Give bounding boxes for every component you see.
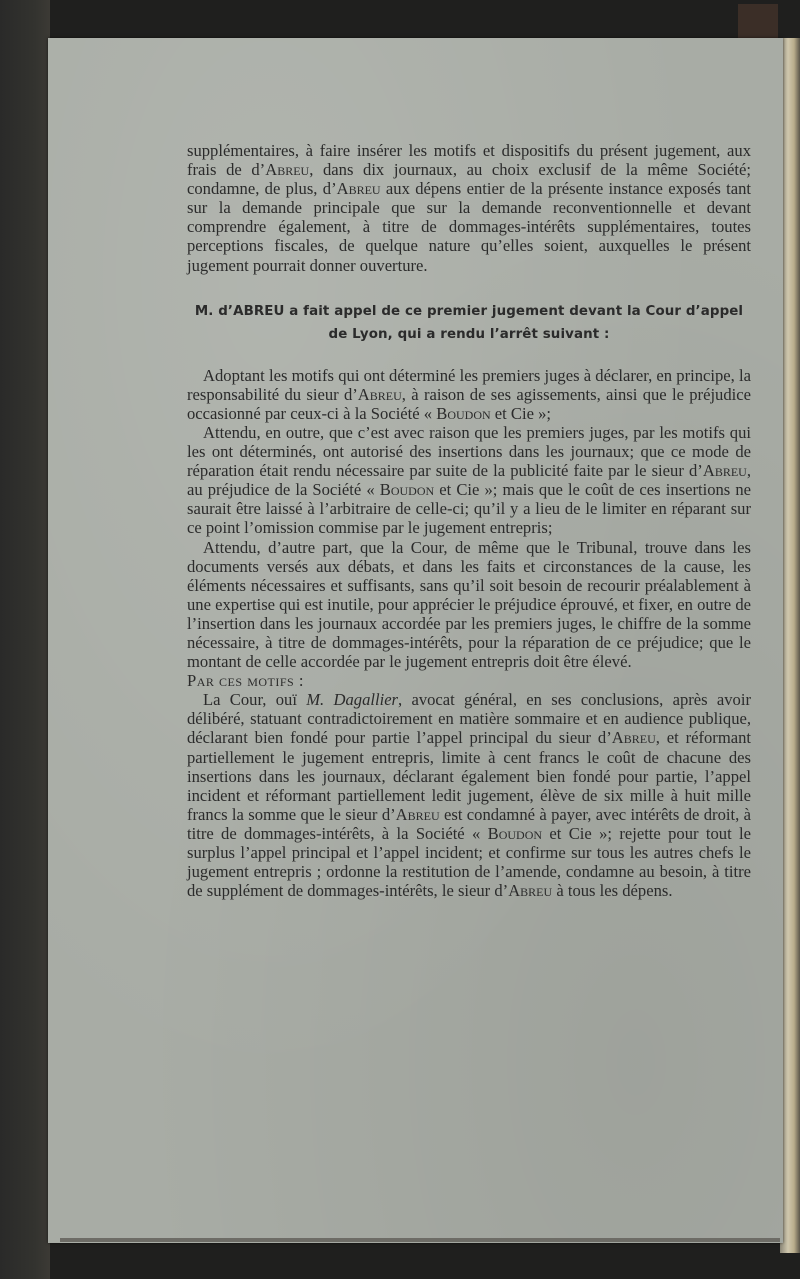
section-heading <box>187 300 751 346</box>
heading-line-2: de Lyon, qui a rendu l’arrêt suivant : <box>328 326 610 342</box>
name-abreu: Abreu <box>265 160 310 180</box>
avocat-name: M. Dagallier <box>306 690 399 710</box>
document-body <box>187 141 751 900</box>
name-boudon: Boudon <box>436 403 491 423</box>
book-spine <box>0 0 50 1279</box>
page-bottom-rule <box>60 1238 780 1242</box>
name-boudon: Boudon <box>487 823 543 843</box>
name-boudon: Boudon <box>379 480 435 500</box>
paragraph-5: La Cour, ouï M. Dagallier, avocat général, en ses conclusions, après avoir délibéré, statuant contradictoirement en matière sommaire et en audience publique, déclarant bien fondé pour partie l’appel principal du sieur d’Abreu, et réformant partiellement le jugement entrepris, limite à cent francs le coût de chacune des insertions dans les journaux, déclarant également bien fondé pour partie, l’appel incident et réformant partiellement ledit jugement, élève de six mille à huit mille francs la somme que le sieur d’Abreu est condamné à payer, avec intérêts de droit, à titre de dommages-intérêts, à la Société « Boudon et Cie »; rejette pour tout le surplus l’appel principal et l’appel incident; et confirme sur tous les autres chefs le jugement entrepris ; ordonne la restitution de l’amende, condamne au besoin, à titre de supplément de dommages-intérêts, le sieur d’Abreu à tous les dépens. <box>187 690 751 901</box>
paragraph-1: supplémentaires, à faire insérer les motifs et dispositifs du présent jugement, aux frais de d’Abreu, dans dix journaux, au choix exclusif de la même Société; condamne, de plus, d’Abreu aux dépens entier de la présente instance exposés tant sur la demande principale que sur la demande reconventionnelle et devant comprendre également, à titre de dommages-intérêts supplémentaires, toutes perceptions fiscales, de quelque nature qu’elles soient, auxquelles le présent jugement pourrait donner ouverture. <box>187 141 751 275</box>
paragraph-4: Attendu, d’autre part, que la Cour, de même que le Tribunal, trouve dans les documents versés aux débats, et dans les faits et circonstances de la cause, les éléments nécessaires et suffisants, sans qu’il soit besoin de recourir préalablement à une expertise qui est inutile, pour apprécier le préjudice éprouvé, et fixer, en outre de l’insertion dans les journaux accordée par les premiers juges, le chiffre de la somme nécessaire, à titre de dommages-intérêts, pour la réparation de ce préjudice; que le montant de celle accordée par le jugement entrepris doit être élevé. <box>187 537 751 672</box>
name-abreu: Abreu <box>702 461 747 481</box>
name-abreu: Abreu <box>508 881 553 901</box>
page-edge <box>780 38 800 1253</box>
paragraph-2: Adoptant les motifs qui ont déterminé les premiers juges à déclarer, en principe, la responsabilité du sieur d’Abreu, à raison de ses agissements, ainsi que le préjudice occasionné par ceux-ci à la Société « Boudon et Cie »; <box>187 365 751 423</box>
name-abreu: Abreu <box>357 384 402 404</box>
corner-tab <box>738 4 778 38</box>
heading-line-1: M. d’ABREU a fait appel de ce premier jugement devant la Cour d’appel <box>194 303 744 319</box>
name-abreu: Abreu <box>395 804 440 824</box>
name-abreu: Abreu <box>336 179 381 199</box>
paragraph-3: Attendu, en outre, que c’est avec raison que les premiers juges, par les motifs qui les ont déterminés, ont autorisé des insertions dans les journaux; que ce mode de réparation était rendu nécessaire par suite de la publicité faite par le sieur d’Abreu, au préjudice de la Société « Boudon et Cie »; mais que le coût de ces insertions ne saurait être laissé à l’arbitraire de celle-ci; qu’il y a lieu de le limiter en réparant sur ce point l’omission commise par le jugement entrepris; <box>187 422 752 538</box>
name-abreu: Abreu <box>611 728 656 748</box>
par-ces-motifs: Par ces motifs : <box>187 671 304 691</box>
